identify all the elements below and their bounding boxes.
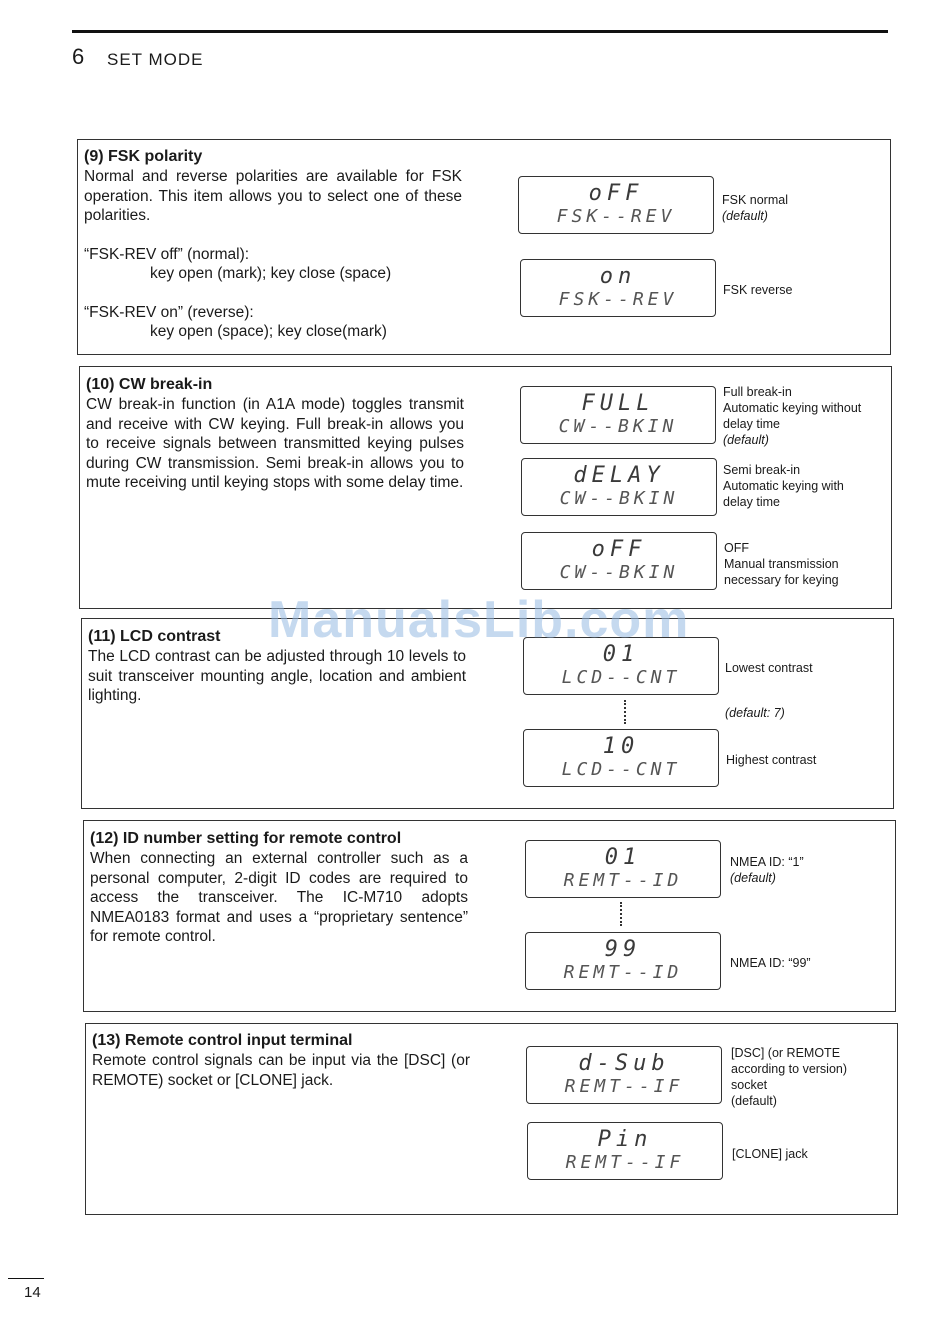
section-title: (9) FSK polarity [84, 148, 203, 165]
lcd-top-text: d-Sub [578, 1051, 670, 1076]
section-body: The LCD contrast can be adjusted through 10 levels to suit transceiver mounting angle, location and ambient lighting. [88, 648, 466, 704]
caption-line: socket [731, 1078, 768, 1092]
lcd-caption [723, 462, 844, 510]
caption-line: Automatic keying without [723, 401, 862, 415]
caption-line: FSK reverse [723, 283, 793, 297]
lcd-display [518, 176, 714, 234]
caption-line: Semi break-in [723, 463, 801, 477]
caption-default: (default) [722, 209, 768, 223]
section-title: (13) Remote control input terminal [92, 1032, 353, 1049]
lcd-bottom-text: REMT--IF [564, 1076, 684, 1097]
lcd-caption [723, 384, 861, 448]
lcd-caption [732, 1146, 808, 1162]
lcd-bottom-text: REMT--ID [563, 870, 683, 891]
caption-line: NMEA ID: “99” [730, 956, 811, 970]
caption-line: Lowest contrast [725, 661, 813, 675]
dotted-connector [624, 700, 626, 724]
lcd-top-text: oFF [588, 181, 644, 206]
caption-line: according to version) [731, 1062, 848, 1076]
lcd-caption [724, 540, 839, 588]
lcd-display [520, 386, 716, 444]
caption-line: Full break-in [723, 385, 792, 399]
lcd-bottom-text: FSK--REV [558, 289, 678, 310]
lcd-caption [726, 752, 816, 768]
lcd-caption [730, 955, 811, 971]
section-intro: Normal and reverse polarities are available for FSK operation. This item allows you to select one of these polarities. [84, 168, 462, 224]
lcd-display [526, 1046, 722, 1104]
watermark: ManualsLib.com [268, 591, 690, 649]
lcd-top-text: 99 [604, 937, 642, 962]
dotted-connector [620, 902, 622, 926]
lcd-top-text: on [599, 264, 637, 289]
fsk-on-label: “FSK-REV on” (reverse): [84, 303, 254, 321]
section-body: CW break-in function (in A1A mode) toggles transmit and receive with CW keying. Full break-in allows you to receive signals between transmitted keying pulses during CW transmission. Semi break-in allows you to mute receiving until keying stops with some delay time. [86, 396, 464, 491]
section-title: (11) LCD contrast [88, 628, 221, 645]
lcd-display [525, 840, 721, 898]
lcd-top-text: FULL [581, 391, 655, 416]
caption-line: [CLONE] jack [732, 1147, 808, 1161]
lcd-display [520, 259, 716, 317]
fsk-off-detail: key open (mark); key close (space) [150, 265, 392, 282]
chapter-number: 6 [72, 44, 85, 69]
default-note: (default: 7) [725, 706, 785, 720]
lcd-top-text: dELAY [573, 463, 665, 488]
lcd-top-text: 01 [604, 845, 642, 870]
caption-default: (default) [730, 871, 776, 885]
caption-line: FSK normal [722, 193, 788, 207]
lcd-caption [730, 854, 804, 886]
lcd-display [523, 729, 719, 787]
section-body: When connecting an external controller such as a personal computer, 2-digit ID codes are required to access the transceiver. The IC-M710 adopts NMEA0183 format and uses a “proprietary sentence” for remote control. [90, 850, 468, 945]
lcd-display [521, 532, 717, 590]
caption-line: NMEA ID: “1” [730, 855, 804, 869]
top-rule [72, 30, 888, 33]
lcd-display [527, 1122, 723, 1180]
lcd-top-text: 10 [602, 734, 640, 759]
caption-line: delay time [723, 495, 780, 509]
caption-line: OFF [724, 541, 749, 555]
lcd-caption [725, 660, 813, 676]
caption-line: Manual transmission [724, 557, 839, 571]
section-title: (10) CW break-in [86, 376, 213, 393]
lcd-bottom-text: FSK--REV [556, 206, 676, 227]
lcd-bottom-text: CW--BKIN [558, 416, 678, 437]
caption-line: necessary for keying [724, 573, 839, 587]
section-title: (12) ID number setting for remote control [90, 830, 402, 847]
lcd-bottom-text: CW--BKIN [559, 562, 679, 583]
page-number: 14 [24, 1284, 41, 1301]
lcd-display [525, 932, 721, 990]
lcd-bottom-text: LCD--CNT [561, 759, 681, 780]
lcd-bottom-text: REMT--IF [565, 1152, 685, 1173]
caption-line: [DSC] (or REMOTE [731, 1046, 841, 1060]
lcd-bottom-text: CW--BKIN [559, 488, 679, 509]
section-body [84, 167, 462, 342]
lcd-display [521, 458, 717, 516]
chapter-title: SET MODE [107, 50, 204, 69]
lcd-caption [723, 282, 792, 298]
caption-line: delay time [723, 417, 780, 431]
lcd-caption [722, 192, 788, 224]
caption-line: Automatic keying with [723, 479, 844, 493]
section-body: Remote control signals can be input via the [DSC] (or REMOTE) socket or [CLONE] jack. [92, 1052, 470, 1089]
fsk-on-detail: key open (space); key close(mark) [150, 323, 387, 340]
fsk-off-label: “FSK-REV off” (normal): [84, 245, 250, 263]
lcd-top-text: Pin [597, 1127, 653, 1152]
lcd-bottom-text: LCD--CNT [561, 667, 681, 688]
caption-line: Highest contrast [726, 753, 817, 767]
lcd-bottom-text: REMT--ID [563, 962, 683, 983]
caption-default: (default) [723, 433, 769, 447]
lcd-caption [731, 1045, 847, 1109]
lcd-top-text: 01 [602, 642, 640, 667]
page-number-rule [8, 1278, 44, 1279]
caption-line: (default) [731, 1094, 777, 1108]
lcd-top-text: oFF [591, 537, 647, 562]
